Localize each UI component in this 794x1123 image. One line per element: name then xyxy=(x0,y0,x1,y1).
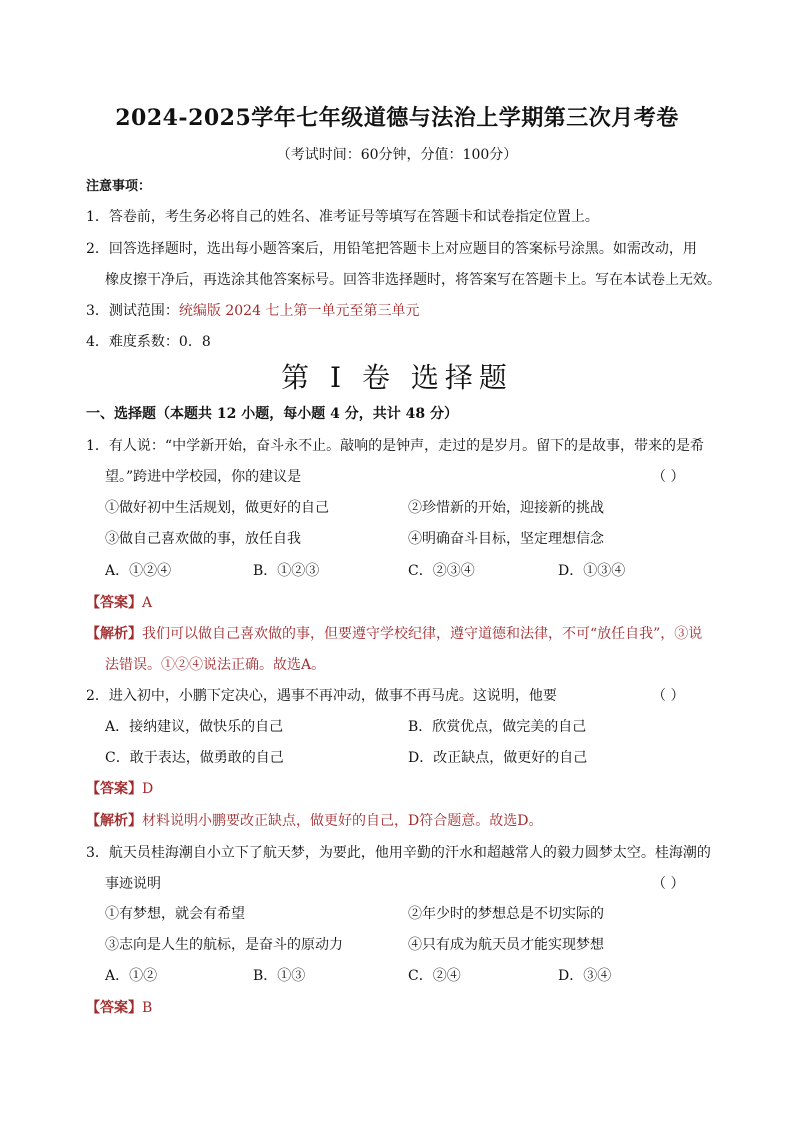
q3-stem-line-2: 事迹说明 xyxy=(105,876,161,892)
q2-answer-blank: （ ） xyxy=(652,688,685,704)
q2-answer-label: 【答案】 xyxy=(86,781,142,797)
q3-option-b: B．①③ xyxy=(253,968,306,984)
q3-statement-2: ②年少时的梦想总是不切实际的 xyxy=(408,906,604,922)
q1-option-a: A．①②④ xyxy=(105,563,172,579)
q1-statement-4: ④明确奋斗目标，坚定理想信念 xyxy=(408,531,604,547)
section-title: 第 I 卷 选择题 xyxy=(281,361,513,394)
part-heading: 一、选择题（本题共 12 小题，每小题 4 分，共计 48 分） xyxy=(86,406,458,422)
q1-answer xyxy=(86,592,152,612)
q3-answer-value: B xyxy=(142,1000,153,1016)
q1-stem-line-1: 1．有人说：“中学新开始，奋斗永不止。敲响的是钟声，走过的是岁月。留下的是故事，带来的是希 xyxy=(86,438,705,454)
q2-explanation-text: 材料说明小鹏要改正缺点，做更好的自己，D符合题意。故选D。 xyxy=(142,813,543,829)
q3-answer xyxy=(86,997,152,1017)
q1-stem-line-2: 望。”跨进中学校园，你的建议是 xyxy=(105,469,302,485)
q3-statement-3: ③志向是人生的航标，是奋斗的原动力 xyxy=(105,937,343,953)
q1-option-b: B．①②③ xyxy=(253,563,320,579)
note-4: 4．难度系数：0．8 xyxy=(86,334,211,350)
q1-explanation-text-1: 我们可以做自己喜欢做的事，但要遵守学校纪律，遵守道德和法律，不可“放任自我”，③说 xyxy=(142,626,703,642)
q1-explanation-line-2: 法错误。①②④说法正确。故选A。 xyxy=(105,657,326,673)
note-1: 1．答卷前，考生务必将自己的姓名、准考证号等填写在答题卡和试卷指定位置上。 xyxy=(86,209,599,225)
q2-option-c: C．敢于表达，做勇敢的自己 xyxy=(105,750,284,766)
q1-answer-blank: （ ） xyxy=(652,469,685,485)
note-2-line-2: 橡皮擦干净后，再选涂其他答案标号。回答非选择题时，将答案写在答题卡上。写在本试卷上无效。 xyxy=(105,272,721,288)
q3-answer-blank: （ ） xyxy=(652,876,685,892)
q1-explanation-label: 【解析】 xyxy=(86,626,142,642)
q2-stem: 2．进入初中，小鹏下定决心，遇事不再冲动，做事不再马虎。这说明，他要 xyxy=(86,688,557,704)
exam-subtitle: （考试时间：60分钟，分值：100分） xyxy=(276,147,518,163)
q3-option-d: D．③④ xyxy=(558,968,612,984)
notes-heading: 注意事项： xyxy=(86,179,152,194)
q1-answer-label: 【答案】 xyxy=(86,595,142,611)
q2-option-a: A．接纳建议，做快乐的自己 xyxy=(105,719,284,735)
exam-title: 2024-2025学年七年级道德与法治上学期第三次月考卷 xyxy=(115,105,679,131)
q1-statement-3: ③做自己喜欢做的事，放任自我 xyxy=(105,531,301,547)
q1-explanation-line-1 xyxy=(86,623,702,643)
note-2-line-1: 2．回答选择题时，选出每小题答案后，用铅笔把答题卡上对应题目的答案标号涂黑。如需改动，用 xyxy=(86,241,697,257)
q1-statement-1: ①做好初中生活规划，做更好的自己 xyxy=(105,500,329,516)
q2-explanation-label: 【解析】 xyxy=(86,813,142,829)
q1-option-c: C．②③④ xyxy=(408,563,475,579)
q3-stem-line-1: 3．航天员桂海潮自小立下了航天梦，为要此，他用辛勤的汗水和超越常人的毅力圆梦太空。桂海潮的 xyxy=(86,845,711,861)
q1-option-d: D．①③④ xyxy=(558,563,626,579)
note-3-label: 3．测试范围： xyxy=(86,303,179,319)
q2-explanation xyxy=(86,810,542,830)
q1-answer-value: A xyxy=(142,595,153,611)
q1-statement-2: ②珍惜新的开始，迎接新的挑战 xyxy=(408,500,604,516)
q3-statement-4: ④只有成为航天员才能实现梦想 xyxy=(408,937,604,953)
q2-answer xyxy=(86,778,153,798)
q3-option-a: A．①② xyxy=(105,968,158,984)
q3-option-c: C．②④ xyxy=(408,968,461,984)
note-3-value: 统编版 2024 七上第一单元至第三单元 xyxy=(178,303,420,319)
q2-option-d: D．改正缺点，做更好的自己 xyxy=(408,750,588,766)
note-3 xyxy=(86,300,419,320)
q3-answer-label: 【答案】 xyxy=(86,1000,142,1016)
q2-option-b: B．欣赏优点，做完美的自己 xyxy=(408,719,587,735)
q2-answer-value: D xyxy=(142,781,154,797)
q3-statement-1: ①有梦想，就会有希望 xyxy=(105,906,245,922)
